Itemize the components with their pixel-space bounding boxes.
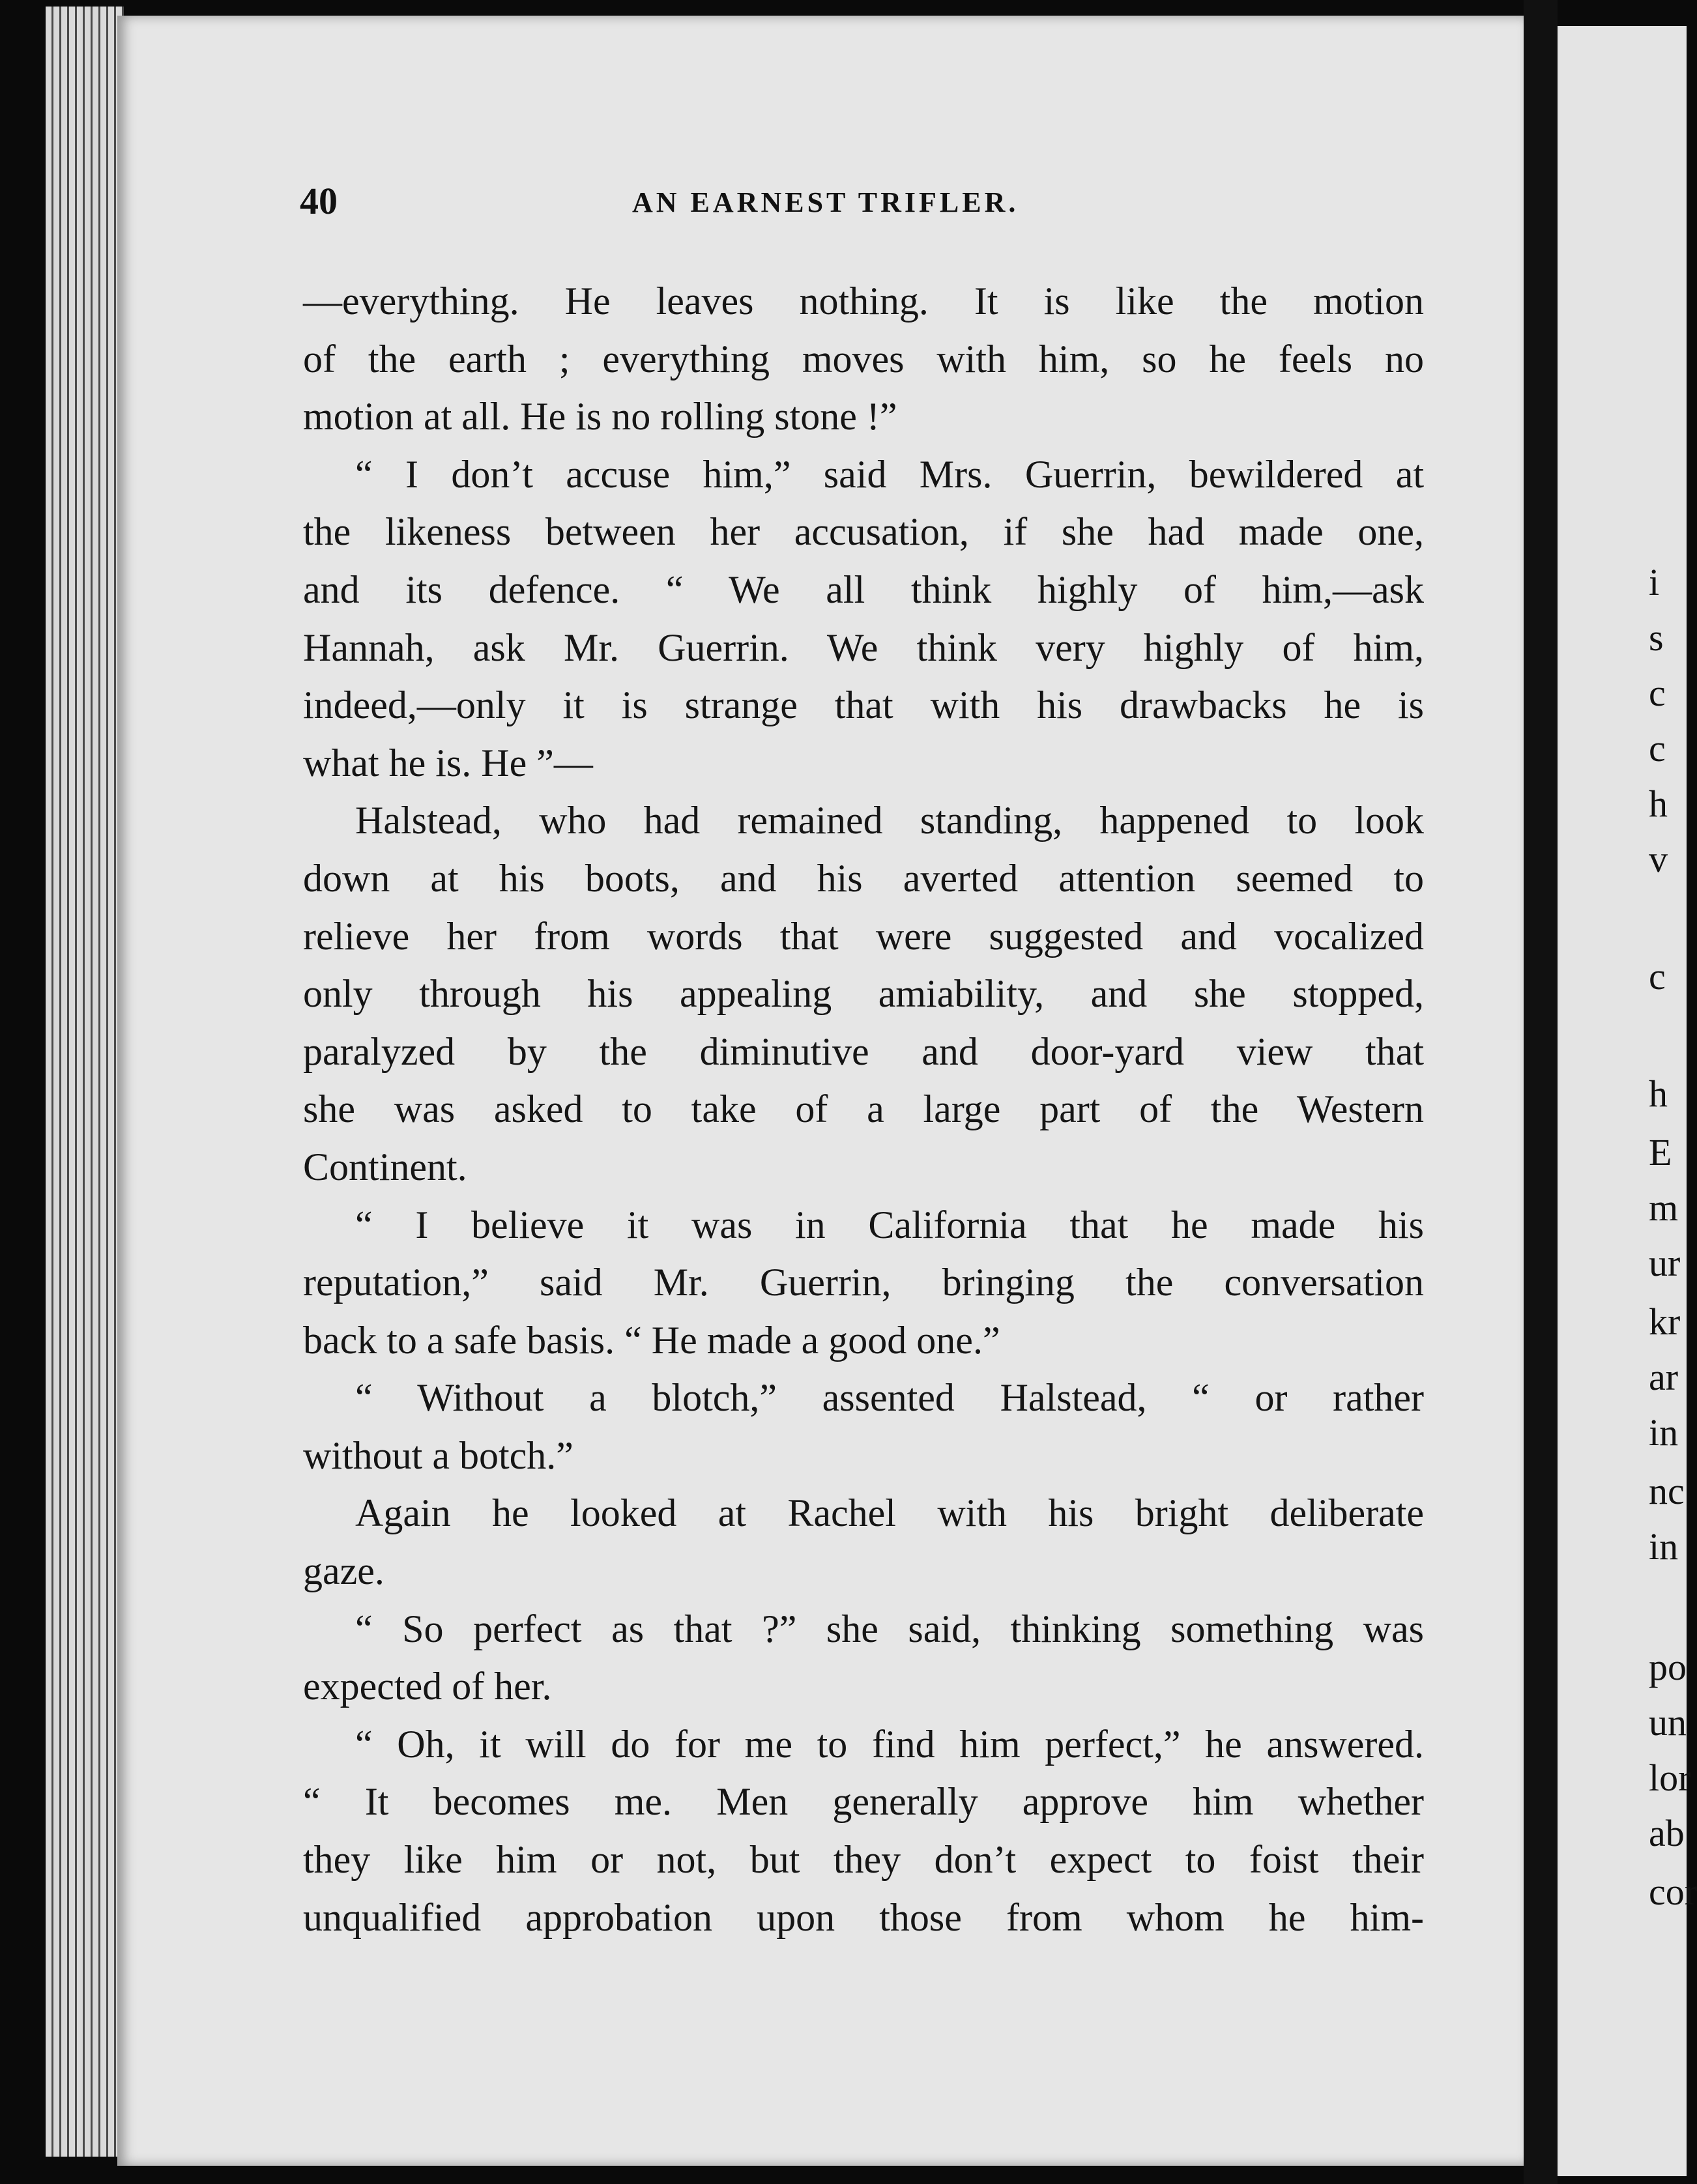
facing-page-text-fragment: c	[1649, 955, 1666, 998]
text-line: of the earth ; everything moves with him, so he feels no	[303, 337, 1424, 381]
page-header	[300, 179, 1408, 231]
facing-page-text-fragment: E	[1649, 1131, 1672, 1173]
facing-page-text-fragment: ur	[1649, 1242, 1681, 1284]
facing-page-text-fragment: lor	[1649, 1757, 1691, 1799]
facing-page-text-fragment: c	[1649, 672, 1666, 714]
text-line: what he is. He ”—	[303, 741, 593, 784]
facing-page-text-fragment: po	[1649, 1646, 1687, 1688]
book-gutter	[1524, 0, 1558, 2184]
facing-page-text-fragment: v	[1649, 838, 1668, 880]
facing-page-text-fragment: un	[1649, 1701, 1687, 1744]
facing-page-fragment	[1558, 26, 1697, 2176]
text-line: Halstead, who had remained standing, happened to look	[355, 799, 1424, 842]
facing-page-text-fragment: ab	[1649, 1812, 1685, 1854]
text-line: “ So perfect as that ?” she said, thinking something was	[355, 1607, 1424, 1650]
text-line: unqualified approbation upon those from whom he him-	[303, 1895, 1424, 1939]
text-line: Hannah, ask Mr. Guerrin. We think very highly of him,	[303, 625, 1424, 669]
facing-page-text-fragment: m	[1649, 1186, 1679, 1229]
facing-page-text-fragment: s	[1649, 616, 1664, 659]
facing-page-text-fragment: cor	[1649, 1871, 1697, 1913]
text-line: Continent.	[303, 1145, 467, 1188]
facing-page-text-fragment: nc	[1649, 1470, 1685, 1512]
text-line: paralyzed by the diminutive and door-yard view that	[303, 1029, 1424, 1073]
stacked-page-edges	[46, 7, 124, 2157]
text-line: indeed,—only it is strange that with his drawbacks he is	[303, 683, 1424, 727]
text-line: “ I believe it was in California that he made his	[355, 1203, 1424, 1246]
text-line: relieve her from words that were suggested and vocalized	[303, 914, 1424, 958]
running-title: AN EARNEST TRIFLER.	[632, 186, 1019, 218]
text-line: back to a safe basis. “ He made a good one.”	[303, 1318, 1000, 1362]
text-line: they like him or not, but they don’t expect to foist their	[303, 1838, 1424, 1882]
facing-page-text-fragment: in	[1649, 1411, 1679, 1454]
text-line: motion at all. He is no rolling stone !”	[303, 395, 897, 438]
page-number: 40	[300, 180, 338, 222]
text-line: she was asked to take of a large part of the Western	[303, 1087, 1424, 1131]
facing-page-text-fragment: h	[1649, 1072, 1668, 1115]
text-line: —everything. He leaves nothing. It is like the motion	[303, 280, 1424, 323]
text-line: without a botch.”	[303, 1433, 573, 1477]
text-line: the likeness between her accusation, if she had made one,	[303, 510, 1424, 554]
facing-page-text-fragment: c	[1649, 727, 1666, 769]
text-line: “ Without a blotch,” assented Halstead, “ or rather	[355, 1376, 1424, 1420]
text-line: “ Oh, it will do for me to find him perfect,” he answered.	[355, 1722, 1424, 1766]
facing-page-text-fragment: in	[1649, 1525, 1679, 1568]
text-line: down at his boots, and his averted attention seemed to	[303, 856, 1424, 900]
text-line: “ It becomes me. Men generally approve him whether	[303, 1780, 1424, 1824]
text-line: Again he looked at Rachel with his bright deliberate	[355, 1491, 1424, 1535]
page-body-text	[303, 272, 1424, 1946]
facing-page-text-fragment: ar	[1649, 1356, 1679, 1398]
text-line: reputation,” said Mr. Guerrin, bringing the conversation	[303, 1261, 1424, 1304]
facing-page-text-fragment: i	[1649, 561, 1660, 603]
facing-page-text-fragment: h	[1649, 783, 1668, 825]
text-line: and its defence. “ We all think highly of him,—ask	[303, 568, 1424, 611]
text-line: gaze.	[303, 1549, 384, 1593]
facing-page-text-fragment: kr	[1649, 1300, 1681, 1343]
text-line: “ I don’t accuse him,” said Mrs. Guerrin, bewildered at	[355, 452, 1424, 496]
text-line: only through his appealing amiability, and she stopped,	[303, 972, 1424, 1016]
text-line: expected of her.	[303, 1665, 552, 1708]
